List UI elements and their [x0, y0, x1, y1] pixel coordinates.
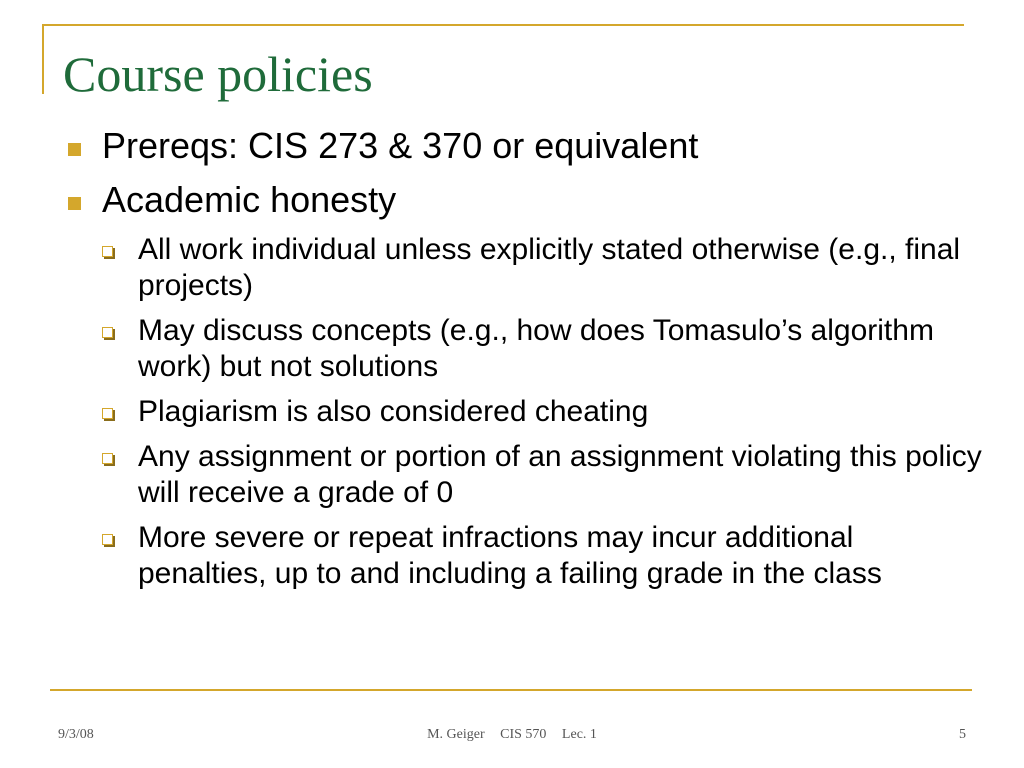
sub-bullet-item: [60, 394, 990, 430]
sub-bullet-text: Plagiarism is also considered cheating: [138, 395, 649, 428]
footer-author: M. Geiger: [427, 727, 485, 742]
footer-date: 9/3/08: [58, 727, 94, 742]
sub-bullet-item: [60, 313, 990, 385]
square-bullet-icon: [68, 143, 81, 156]
slide-content: [60, 124, 990, 601]
academic-honesty-sublist: [60, 232, 990, 592]
frame-top-rule: [42, 24, 964, 26]
bullet-prereqs: [60, 124, 990, 168]
bullet-academic-honesty: [60, 178, 990, 222]
slide-title: Course policies: [63, 46, 373, 102]
hollow-square-bullet-icon: [102, 327, 113, 338]
sub-bullet-text: May discuss concepts (e.g., how does Tomasulo’s algorithm work) but not solutions: [138, 314, 934, 383]
hollow-square-bullet-icon: [102, 534, 113, 545]
sub-bullet-text: More severe or repeat infractions may incur additional penalties, up to and including a failing grade in the class: [138, 521, 882, 590]
bullet-text: Academic honesty: [102, 179, 397, 220]
hollow-square-bullet-icon: [102, 246, 113, 257]
sub-bullet-item: [60, 439, 990, 511]
sub-bullet-text: All work individual unless explicitly stated otherwise (e.g., final projects): [138, 233, 961, 302]
footer-page-number: 5: [959, 727, 966, 742]
bullet-text: Prereqs: CIS 273 & 370 or equivalent: [102, 125, 699, 166]
hollow-square-bullet-icon: [102, 453, 113, 464]
sub-bullet-item: [60, 520, 990, 592]
footer-lecture: Lec. 1: [561, 727, 597, 742]
footer-course: CIS 570: [500, 727, 547, 742]
footer-center: [0, 727, 1024, 743]
frame-left-rule: [42, 24, 44, 94]
sub-bullet-text: Any assignment or portion of an assignment violating this policy will receive a grade of 0: [138, 440, 982, 509]
sub-bullet-item: [60, 232, 990, 304]
hollow-square-bullet-icon: [102, 408, 113, 419]
square-bullet-icon: [68, 197, 81, 210]
footer-rule: [50, 689, 972, 691]
